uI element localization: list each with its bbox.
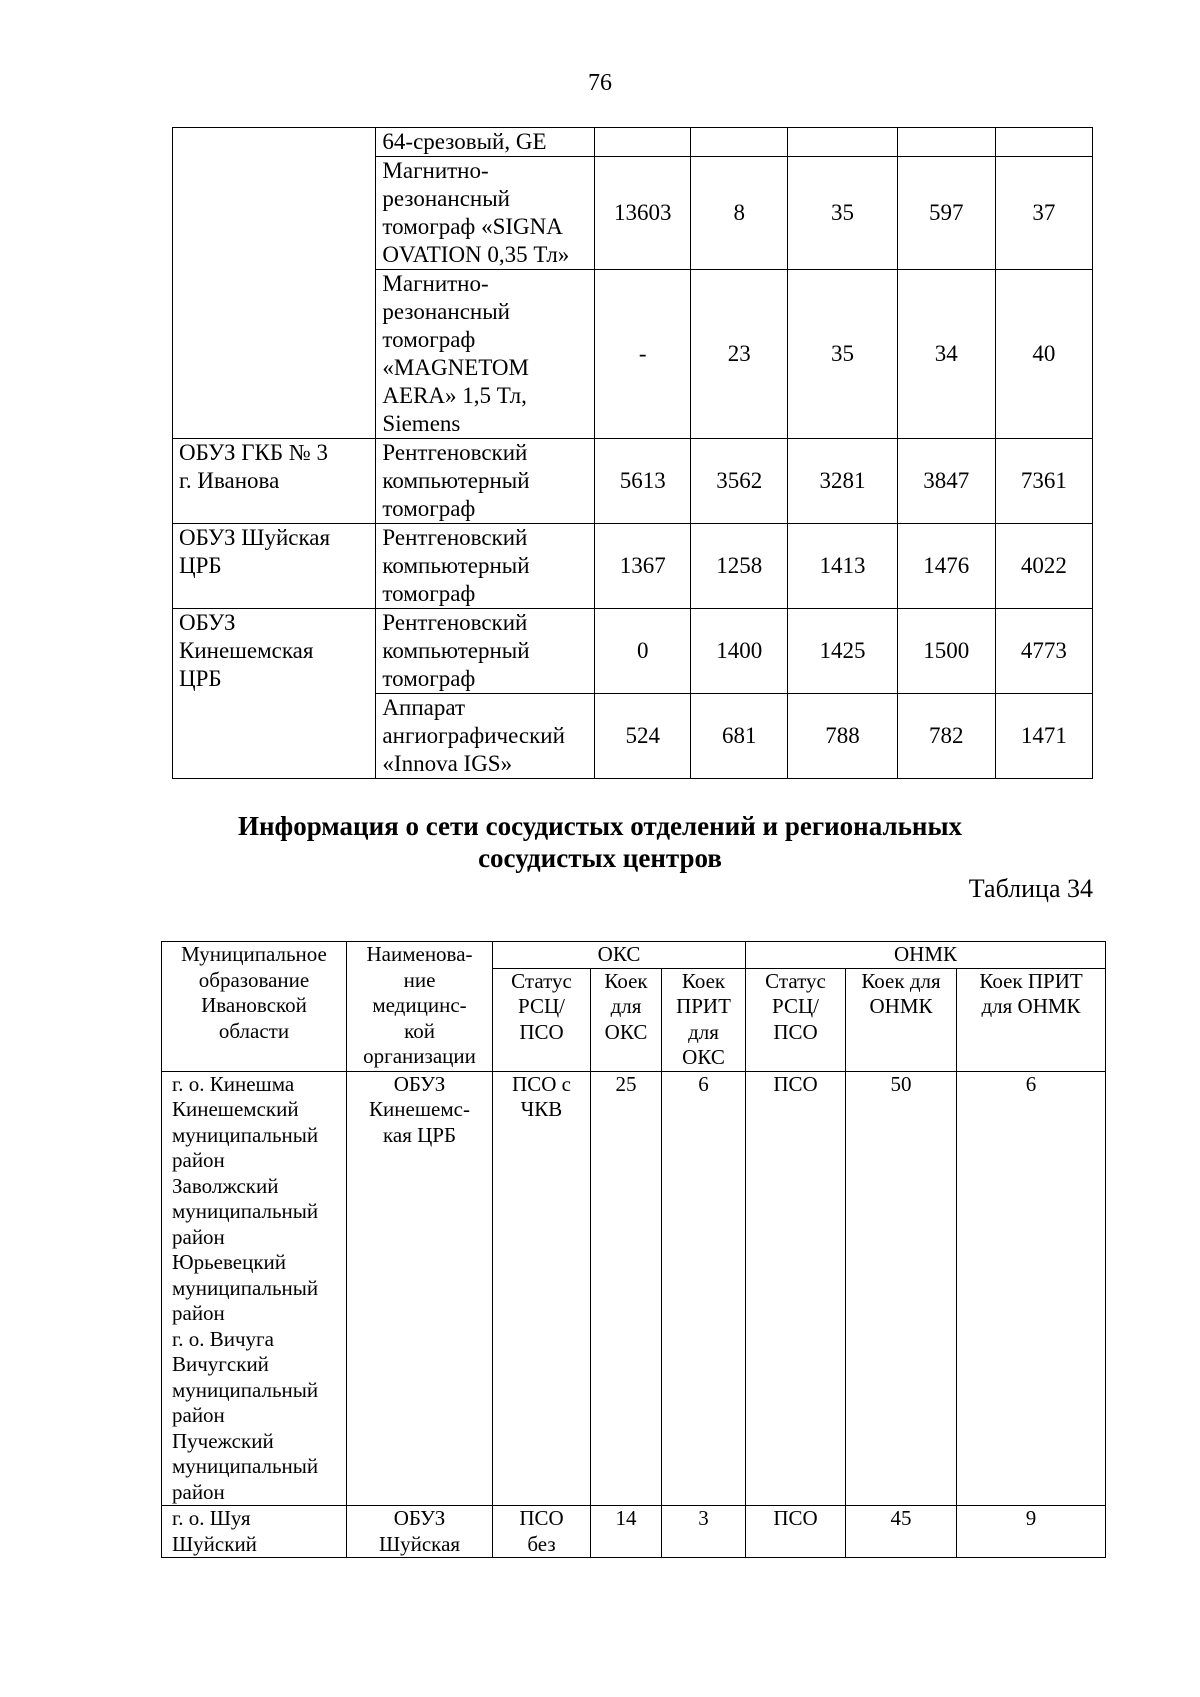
value-cell: 8	[691, 157, 788, 270]
municipality-line: Шуйский	[172, 1531, 257, 1556]
header-org-name	[347, 942, 493, 1072]
device-cell	[376, 439, 595, 524]
oks-status-line: ЧКВ	[520, 1097, 563, 1121]
value-cell: 3281	[788, 439, 897, 524]
value-cell: -	[595, 270, 691, 439]
org-cell	[173, 524, 376, 609]
org-cell	[347, 1506, 493, 1558]
device-line: резонансный	[382, 186, 510, 211]
value-cell: 1471	[995, 694, 1092, 779]
oks-icu-cell: 3	[662, 1506, 746, 1558]
value-cell: 7361	[995, 439, 1092, 524]
onmk-status-cell: ПСО	[746, 1506, 846, 1558]
value-cell: 1476	[897, 524, 995, 609]
header-municipality	[162, 942, 347, 1072]
header-municipality-line: Ивановской	[201, 993, 307, 1017]
municipality-line: муниципальный	[172, 1454, 319, 1478]
municipality-line: Юрьевецкий	[172, 1250, 287, 1274]
page-number: 76	[588, 70, 612, 96]
header-oks-icu-line: для	[688, 1019, 719, 1044]
value-cell: 1425	[788, 609, 897, 694]
oks-status-line: без	[527, 1531, 556, 1556]
header-onmk-icu-line: Коек ПРИТ	[979, 968, 1083, 993]
value-cell: 37	[995, 157, 1092, 270]
header-oks: ОКС	[493, 942, 746, 969]
municipality-line: район	[172, 1301, 225, 1325]
value-cell: 13603	[595, 157, 691, 270]
device-line: AERA» 1,5 Тл,	[382, 383, 527, 408]
org-line: кая ЦРБ	[382, 1122, 457, 1147]
table-row	[173, 609, 1093, 694]
header-org-name-line: медицинс-	[372, 993, 467, 1017]
value-cell: 4773	[995, 609, 1092, 694]
device-line: Магнитно-	[382, 271, 489, 296]
device-line: Аппарат	[382, 695, 466, 720]
value-cell: 23	[691, 270, 788, 439]
value-cell: 524	[595, 694, 691, 779]
value-cell	[691, 128, 788, 157]
org-cell	[173, 128, 376, 439]
municipality-line: муниципальный	[172, 1122, 319, 1147]
header-oks-status-line: ПСО	[519, 1019, 564, 1044]
header-onmk-beds-line: Коек для	[861, 968, 941, 993]
header-org-name-line: ние	[403, 967, 436, 992]
oks-status-line: ПСО	[519, 1506, 564, 1530]
equipment-table	[172, 127, 1093, 779]
value-cell: 1258	[691, 524, 788, 609]
device-line: компьютерный	[382, 468, 530, 493]
org-line: Шуйская	[378, 1531, 461, 1556]
oks-status-line: ПСО с	[512, 1071, 571, 1096]
org-cell	[173, 609, 376, 779]
device-cell	[376, 524, 595, 609]
device-cell	[376, 609, 595, 694]
header-oks-icu-line: ПРИТ	[676, 994, 731, 1018]
header-onmk-status	[746, 968, 846, 1071]
header-oks-status-line: Статус	[511, 968, 572, 993]
org-line: г. Иванова	[179, 468, 280, 493]
municipality-line: район	[172, 1224, 225, 1249]
value-cell: 34	[897, 270, 995, 439]
device-line: томограф «SIGNA	[382, 214, 563, 239]
header-oks-beds-line: для	[610, 994, 642, 1018]
header-org-name-line: организации	[363, 1044, 476, 1068]
org-line: ЦРБ	[179, 553, 222, 578]
org-line: ОБУЗ	[393, 1506, 446, 1530]
header-onmk-status-line: РСЦ/	[772, 994, 819, 1018]
header-municipality-line: области	[218, 1018, 290, 1043]
value-cell: 5613	[595, 439, 691, 524]
org-cell	[347, 1071, 493, 1506]
device-line: Рентгеновский	[382, 440, 528, 465]
value-cell: 681	[691, 694, 788, 779]
header-onmk-icu	[957, 968, 1106, 1071]
org-cell	[173, 439, 376, 524]
org-line: ЦРБ	[179, 666, 222, 691]
value-cell	[595, 128, 691, 157]
org-line: ОБУЗ ГКБ № 3	[179, 440, 329, 465]
value-cell: 3847	[897, 439, 995, 524]
header-oks-icu-line: ОКС	[682, 1045, 725, 1069]
header-oks-beds	[591, 968, 662, 1071]
municipality-line: г. о. Кинешма	[172, 1071, 295, 1096]
device-line: резонансный	[382, 299, 510, 324]
device-line: томограф	[382, 496, 476, 521]
municipality-line: район	[172, 1479, 225, 1504]
table-row	[173, 439, 1093, 524]
value-cell: 1500	[897, 609, 995, 694]
header-oks-status	[493, 968, 591, 1071]
value-cell: 35	[788, 270, 897, 439]
table-label: Таблица 34	[968, 874, 1093, 903]
municipality-line: район	[172, 1148, 225, 1172]
org-line: ОБУЗ	[179, 610, 236, 635]
value-cell: 0	[595, 609, 691, 694]
device-cell	[376, 694, 595, 779]
onmk-icu-cell: 6	[957, 1071, 1106, 1506]
header-municipality-line: Муниципальное	[181, 942, 327, 966]
table-row	[173, 128, 1093, 157]
onmk-icu-cell: 9	[957, 1506, 1106, 1558]
header-org-name-line: Наименова-	[366, 942, 473, 966]
value-cell: 1367	[595, 524, 691, 609]
device-line: «MAGNETOM	[382, 355, 529, 380]
device-line: компьютерный	[382, 553, 530, 578]
device-cell	[376, 157, 595, 270]
device-line: OVATION 0,35 Тл»	[382, 242, 570, 267]
municipality-line: г. о. Шуя	[172, 1506, 251, 1530]
device-line: Siemens	[382, 411, 461, 436]
oks-beds-cell: 14	[591, 1506, 662, 1558]
municipality-line: муниципальный	[172, 1377, 319, 1402]
header-onmk-beds-line: ОНМК	[869, 994, 933, 1018]
table-row	[162, 1071, 1106, 1506]
device-line: томограф	[382, 666, 476, 691]
section-heading-line1: Информация о сети сосудистых отделений и региональных	[237, 811, 963, 841]
device-line: компьютерный	[382, 638, 530, 663]
municipality-line: Вичугский	[172, 1352, 269, 1376]
value-cell: 3562	[691, 439, 788, 524]
municipality-cell	[162, 1071, 347, 1506]
header-oks-status-line: РСЦ/	[518, 994, 565, 1018]
vascular-centers-table	[161, 941, 1106, 1558]
header-onmk-status-line: Статус	[765, 968, 826, 993]
device-cell	[376, 270, 595, 439]
oks-icu-cell: 6	[662, 1071, 746, 1506]
municipality-line: Кинешемский	[172, 1097, 299, 1121]
municipality-line: район	[172, 1403, 225, 1427]
onmk-status-cell: ПСО	[746, 1071, 846, 1506]
org-line: ОБУЗ Шуйская	[179, 525, 331, 550]
header-onmk-beds	[846, 968, 957, 1071]
municipality-line: г. о. Вичуга	[172, 1326, 274, 1351]
device-line: Рентгеновский	[382, 525, 528, 550]
header-onmk-icu-line: для ОНМК	[981, 994, 1081, 1018]
device-line: томограф	[382, 327, 476, 352]
org-line: Кинешемс-	[369, 1097, 470, 1121]
header-oks-icu	[662, 968, 746, 1071]
value-cell: 1413	[788, 524, 897, 609]
value-cell: 35	[788, 157, 897, 270]
value-cell: 4022	[995, 524, 1092, 609]
header-onmk: ОНМК	[746, 942, 1106, 969]
device-cell	[376, 128, 595, 157]
header-oks-beds-line: Коек	[604, 968, 648, 993]
municipality-cell	[162, 1506, 347, 1558]
device-line: томограф	[382, 581, 476, 606]
value-cell: 782	[897, 694, 995, 779]
device-line: ангиографический	[382, 723, 565, 748]
value-cell: 597	[897, 157, 995, 270]
value-cell: 1400	[691, 609, 788, 694]
oks-status-cell	[493, 1071, 591, 1506]
municipality-line: Пучежский	[172, 1428, 274, 1453]
section-heading	[0, 810, 1200, 874]
value-cell: 788	[788, 694, 897, 779]
table-row	[173, 524, 1093, 609]
value-cell	[788, 128, 897, 157]
oks-beds-cell: 25	[591, 1071, 662, 1506]
onmk-beds-cell: 50	[846, 1071, 957, 1506]
section-heading-line2: сосудистых центров	[478, 843, 722, 873]
header-org-name-line: кой	[404, 1018, 435, 1043]
municipality-line: муниципальный	[172, 1199, 319, 1223]
header-row-group	[162, 942, 1106, 969]
device-line: 64-срезовый, GE	[382, 129, 547, 154]
header-oks-icu-line: Коек	[681, 968, 726, 993]
onmk-beds-cell: 45	[846, 1506, 957, 1558]
org-line: ОБУЗ	[393, 1071, 446, 1096]
oks-status-cell	[493, 1506, 591, 1558]
municipality-line: Заволжский	[172, 1173, 279, 1198]
table-row	[162, 1506, 1106, 1558]
device-line: Рентгеновский	[382, 610, 528, 635]
org-line: Кинешемская	[179, 638, 314, 663]
header-onmk-status-line: ПСО	[773, 1019, 818, 1044]
device-line: «Innova IGS»	[382, 751, 513, 776]
municipality-line: муниципальный	[172, 1275, 319, 1300]
device-line: Магнитно-	[382, 158, 489, 183]
value-cell	[995, 128, 1092, 157]
value-cell	[897, 128, 995, 157]
value-cell: 40	[995, 270, 1092, 439]
header-oks-beds-line: ОКС	[604, 1019, 648, 1044]
header-municipality-line: образование	[198, 967, 310, 992]
